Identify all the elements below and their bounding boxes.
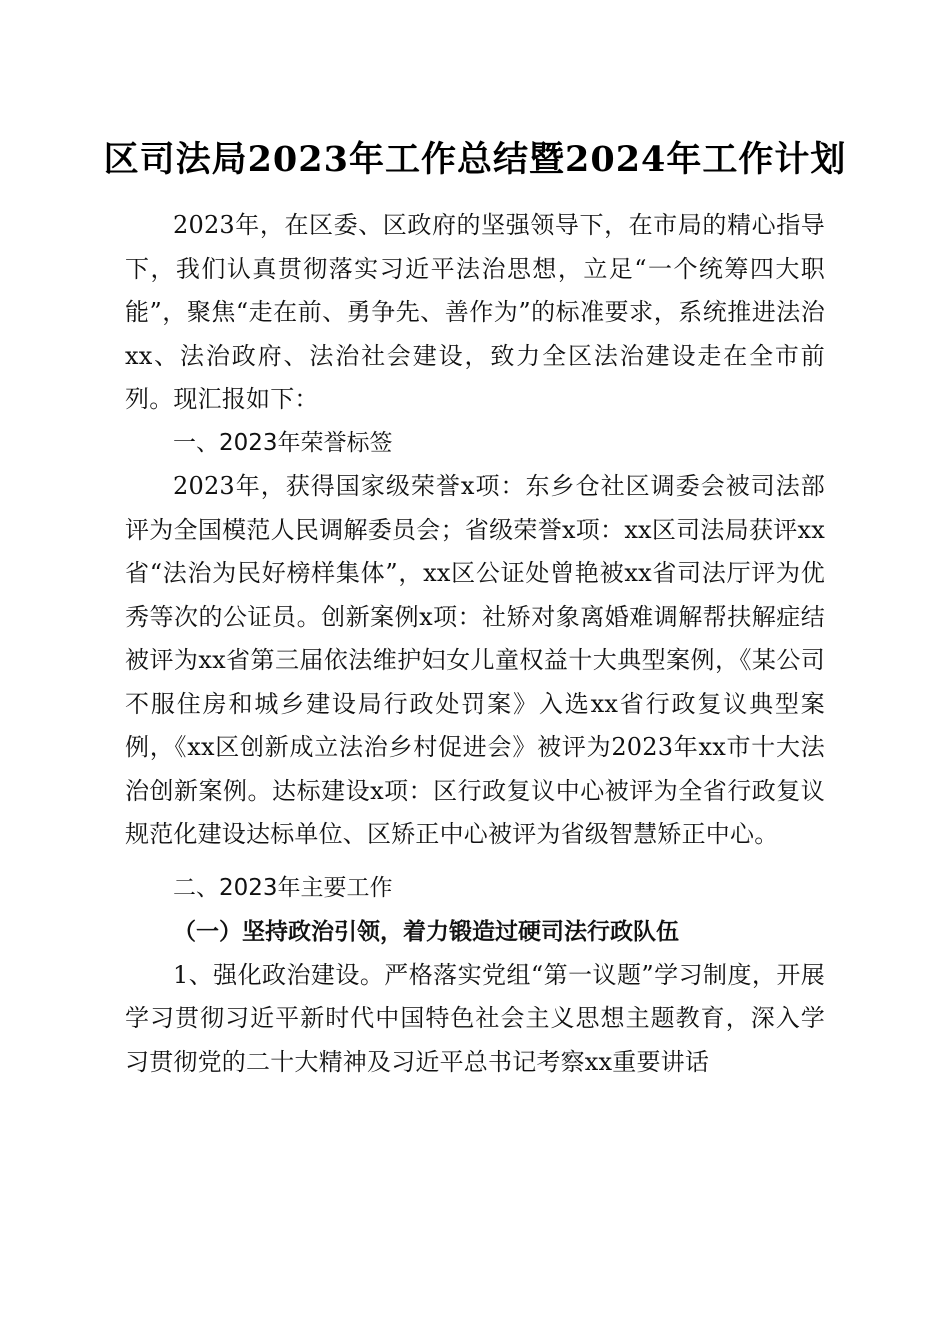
intro-paragraph: 2023年，在区委、区政府的坚强领导下，在市局的精心指导下，我们认真贯彻落实习近平法治思想，立足“一个统筹四大职能”，聚焦“走在前、勇争先、善作为”的标准要求，系统推进法治xx、法治政府、法治社会建设，致力全区法治建设走在全市前列。现汇报如下： xyxy=(125,211,825,413)
section-1-paragraph: 2023年，获得国家级荣誉x项：东乡仓社区调委会被司法部评为全国模范人民调解委员会；省级荣誉x项：xx区司法局获评xx省“法治为民好榜样集体”，xx区公证处曾艳被xx省司法厅评为优秀等次的公证员。创新案例x项：社矫对象离婚难调解帮扶解症结被评为xx省第三届依法维护妇女儿童权益十大典型案例，《某公司不服住房和城乡建设局行政处罚案》入选xx省行政复议典型案例，《xx区创新成立法治乡村促进会》被评为2023年xx市十大法治创新案例。达标建设x项：区行政复议中心被评为全省行政复议规范化建设达标单位、区矫正中心被评为省级智慧矫正中心。 xyxy=(125,472,825,848)
section-2-paragraph: 1、强化政治建设。严格落实党组“第一议题”学习制度，开展学习贯彻习近平新时代中国特色社会主义思想主题教育，深入学习贯彻党的二十大精神及习近平总书记考察xx重要讲话 xyxy=(125,960,825,1076)
document-title: 区司法局2023年工作总结暨2024年工作计划 xyxy=(103,139,847,180)
section-2-subheading: （一）坚持政治引领，着力锻造过硬司法行政队伍 xyxy=(173,918,679,945)
section-1-heading: 一、2023年荣誉标签 xyxy=(173,429,393,456)
section-2-heading: 二、2023年主要工作 xyxy=(173,874,393,901)
document-body xyxy=(125,204,825,1084)
